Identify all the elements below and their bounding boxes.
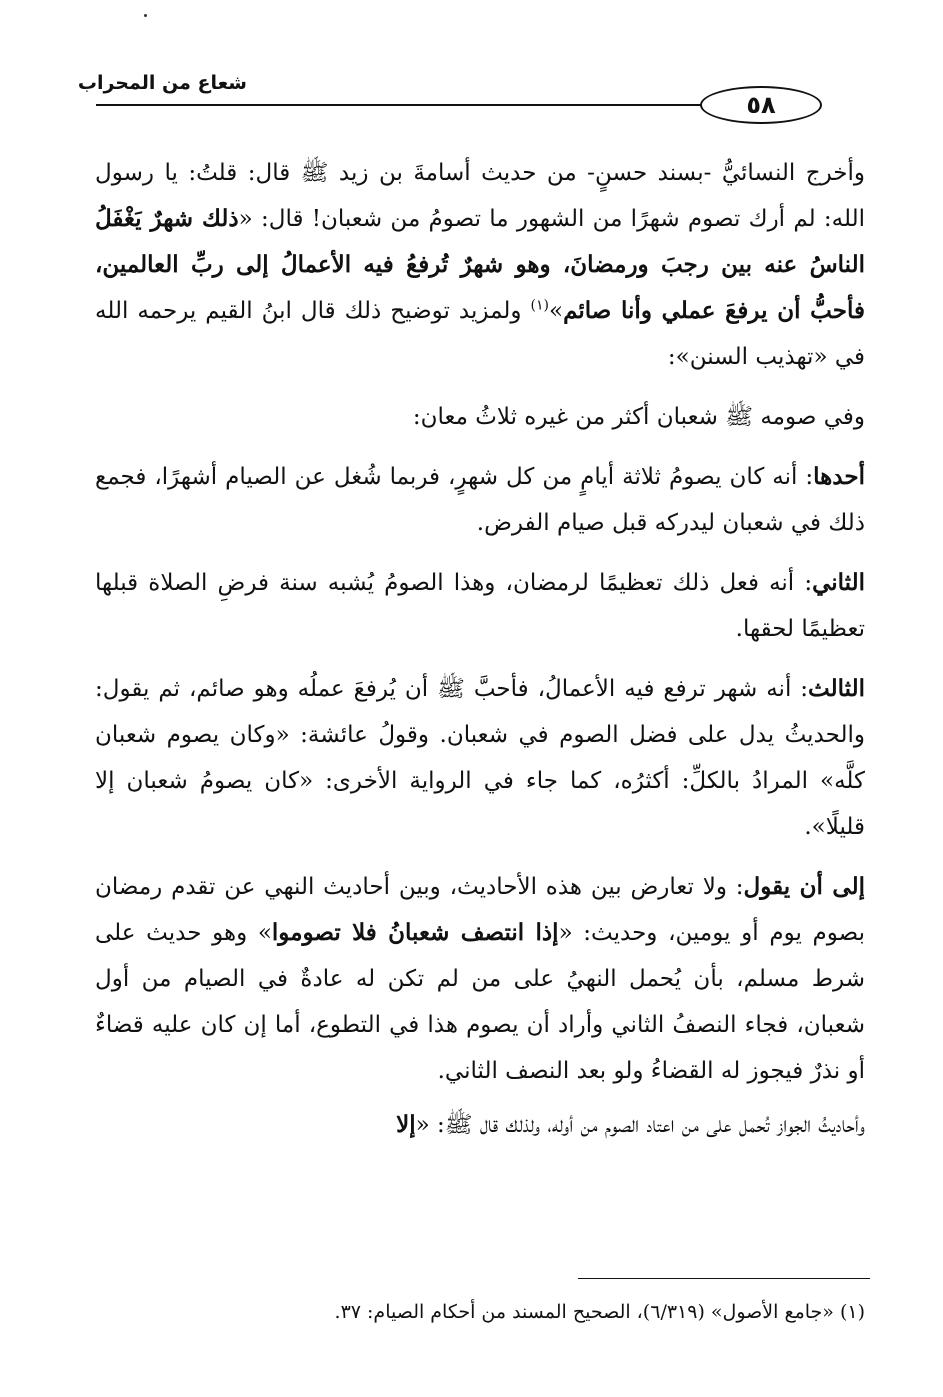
page-number-oval <box>700 86 822 124</box>
text-run: وفي صومه ﷺ شعبان أكثر من غيره ثلاثُ معان: <box>412 404 865 430</box>
bold-hadith-quote: ذلك شهرٌ يَغْفَلُ الناسُ عنه بين رجبَ ورمضانَ، وهو شهرٌ تُرفعُ فيه الأعمالُ إلى ربِّ العالمين، فأحبُّ أن يرفعَ عملي وأنا صائم <box>95 205 865 324</box>
bold-hadith-quote: إذا انتصف شعبانُ فلا تصوموا <box>271 919 559 946</box>
paragraph-until-he-says <box>95 864 865 1094</box>
paragraph-first <box>95 454 865 546</box>
paragraph-second <box>95 560 865 652</box>
text-run: : أنه فعل ذلك تعظيمًا لرمضان، وهذا الصومُ يُشبه سنة فرضِ الصلاة قبلها تعظيمًا لحقها. <box>95 570 865 642</box>
page-number: ٥٨ <box>746 91 776 119</box>
text-run: » وهو حديث على شرط مسلم، بأن يُحمل النهيُ على من لم تكن له عادةٌ في الصيام من أول شعبان، فجاء النصفُ الثاني وأراد أن يصوم هذا في التطوع، أما إن كان عليه قضاءٌ أو نذرٌ فيجوز له القضاءُ ولو بعد النصف الثاني. <box>95 920 865 1084</box>
footnote: (١) «جامع الأصول» (٦/٣١٩)، الصحيح المسند من أحكام الصيام: ٣٧. <box>334 1301 865 1323</box>
header-rule <box>96 104 716 106</box>
body-text <box>95 150 865 1162</box>
text-run: ولمزيد توضيح ذلك قال ابنُ القيم يرحمه الله في «تهذيب السنن»: <box>95 298 865 370</box>
bold-label-second: الثاني <box>812 569 865 596</box>
text-run: وأخرج النسائيُّ -بسند حسنٍ- من حديث أسامةَ بن زيد ﷺ قال: قلتُ: يا رسول الله: لم أرك تصوم شهرًا من الشهور ما تصومُ من شعبان! قال: « <box>95 160 866 232</box>
text-run: : أنه كان يصومُ ثلاثة أيامٍ من كل شهرٍ، فربما شُغل عن الصيام أشهرًا، فجمع ذلك في شعبان ليدركه قبل صيام الفرض. <box>95 464 865 536</box>
footnote-marker[interactable]: (١) <box>530 297 549 314</box>
text-run: وأحاديثُ الجواز تُحمل على من اعتاد الصوم من أوله، ولذلك قال ﷺ: « <box>415 1112 865 1138</box>
paragraph-permissibility <box>95 1102 865 1148</box>
bold-label-first: أحدها <box>813 463 865 490</box>
text-run: : ولا تعارض بين هذه الأحاديث، وبين أحاديث النهي عن تقدم رمضان بصوم يوم أو يومين، وحديث: « <box>95 874 865 946</box>
text-run: : أنه شهر ترفع فيه الأعمالُ، فأحبَّ ﷺ أن يُرفعَ عملُه وهو صائم، ثم يقول: والحديثُ يدل على فضل الصوم في شعبان. وقولُ عائشة: «وكان يصوم شعبان كلَّه» المرادُ بالكلِّ: أكثرُه، كما جاء في الرواية الأخرى: «كان يصومُ شعبان إلا قليلًا». <box>95 676 865 840</box>
bold-label-third: الثالث <box>808 675 865 702</box>
running-title: شعاع من المحراب <box>77 72 247 94</box>
paragraph-third <box>95 666 865 850</box>
bold-label-until: إلى أن يقول <box>743 873 865 900</box>
text-run: » <box>548 298 564 324</box>
bold-hadith-quote: إلا <box>396 1111 416 1138</box>
footnote-rule <box>578 1278 870 1279</box>
paragraph-three-meanings <box>95 394 865 440</box>
paragraph-hadith-nasai <box>95 150 865 380</box>
print-speck <box>144 14 147 17</box>
